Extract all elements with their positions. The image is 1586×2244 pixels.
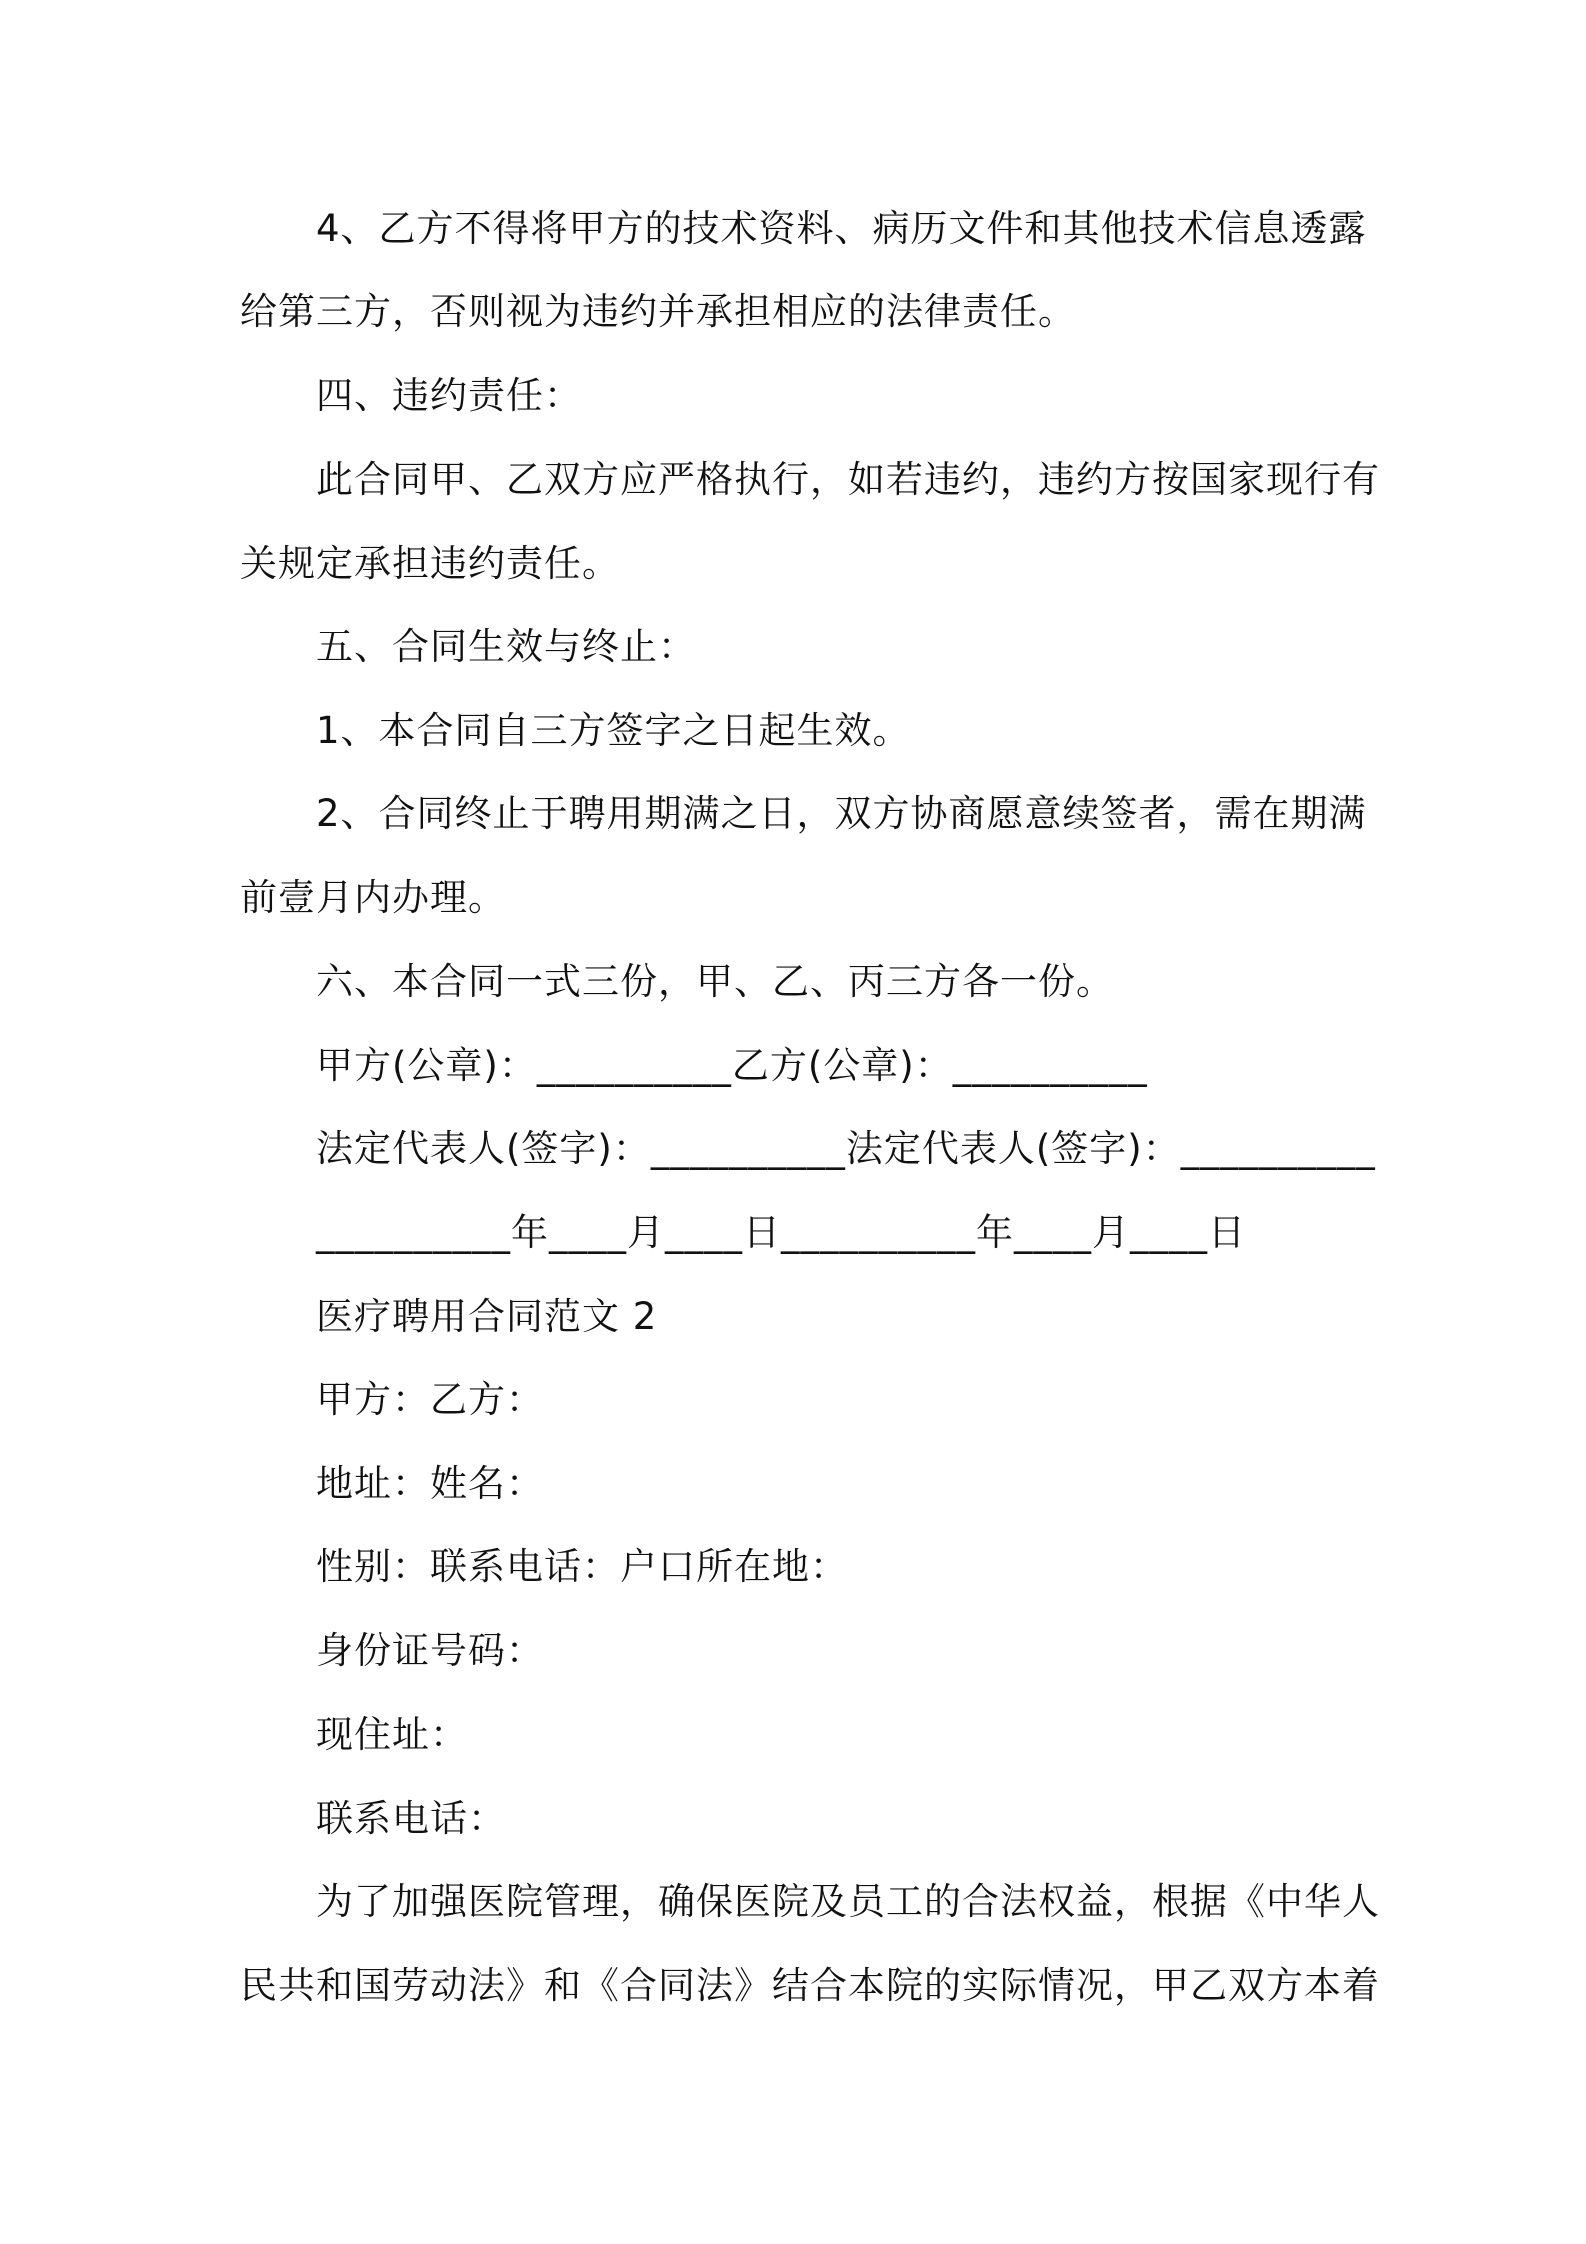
clause-5-item-2-line-2: 前壹月内办理。 [240,876,506,919]
section-heading-4: 四、违约责任： [316,374,582,417]
signature-line-date: __________年____月____日__________年____月____日 [316,1211,1246,1254]
section-heading-6: 六、本合同一式三份，甲、乙、丙三方各一份。 [316,960,1114,1003]
clause-5-item-2-line-1: 2、合同终止于聘用期满之日，双方协商愿意续签者，需在期满 [316,792,1367,835]
section-heading-5: 五、合同生效与终止： [316,625,696,668]
clause-4-line-2: 关规定承担违约责任。 [240,542,620,585]
clause-4-line-1: 此合同甲、乙双方应严格执行，如若违约，违约方按国家现行有 [316,458,1380,501]
clause-5-item-1: 1、本合同自三方签字之日起生效。 [316,709,911,752]
party-field-line: 甲方：乙方： [316,1378,544,1421]
contact-phone-field-line: 联系电话： [316,1797,506,1840]
clause-3-item-4-line-2: 给第三方，否则视为违约并承担相应的法律责任。 [240,290,1076,333]
id-number-field-line: 身份证号码： [316,1629,544,1672]
signature-line-representative: 法定代表人(签字)：__________法定代表人(签字)：__________ [316,1127,1376,1170]
clause-3-item-4-line-1: 4、乙方不得将甲方的技术资料、病历文件和其他技术信息透露 [316,207,1367,250]
address-name-field-line: 地址：姓名： [316,1462,544,1505]
signature-line-seal: 甲方(公章)：__________乙方(公章)：__________ [316,1044,1148,1087]
preamble-line-2: 民共和国劳动法》和《合同法》结合本院的实际情况，甲乙双方本着 [240,1964,1380,2007]
preamble-line-1: 为了加强医院管理，确保医院及员工的合法权益，根据《中华人 [316,1880,1380,1923]
current-address-field-line: 现住址： [316,1713,468,1756]
document-title-2: 医疗聘用合同范文 2 [316,1295,658,1338]
gender-phone-household-field-line: 性别：联系电话：户口所在地： [316,1545,848,1588]
